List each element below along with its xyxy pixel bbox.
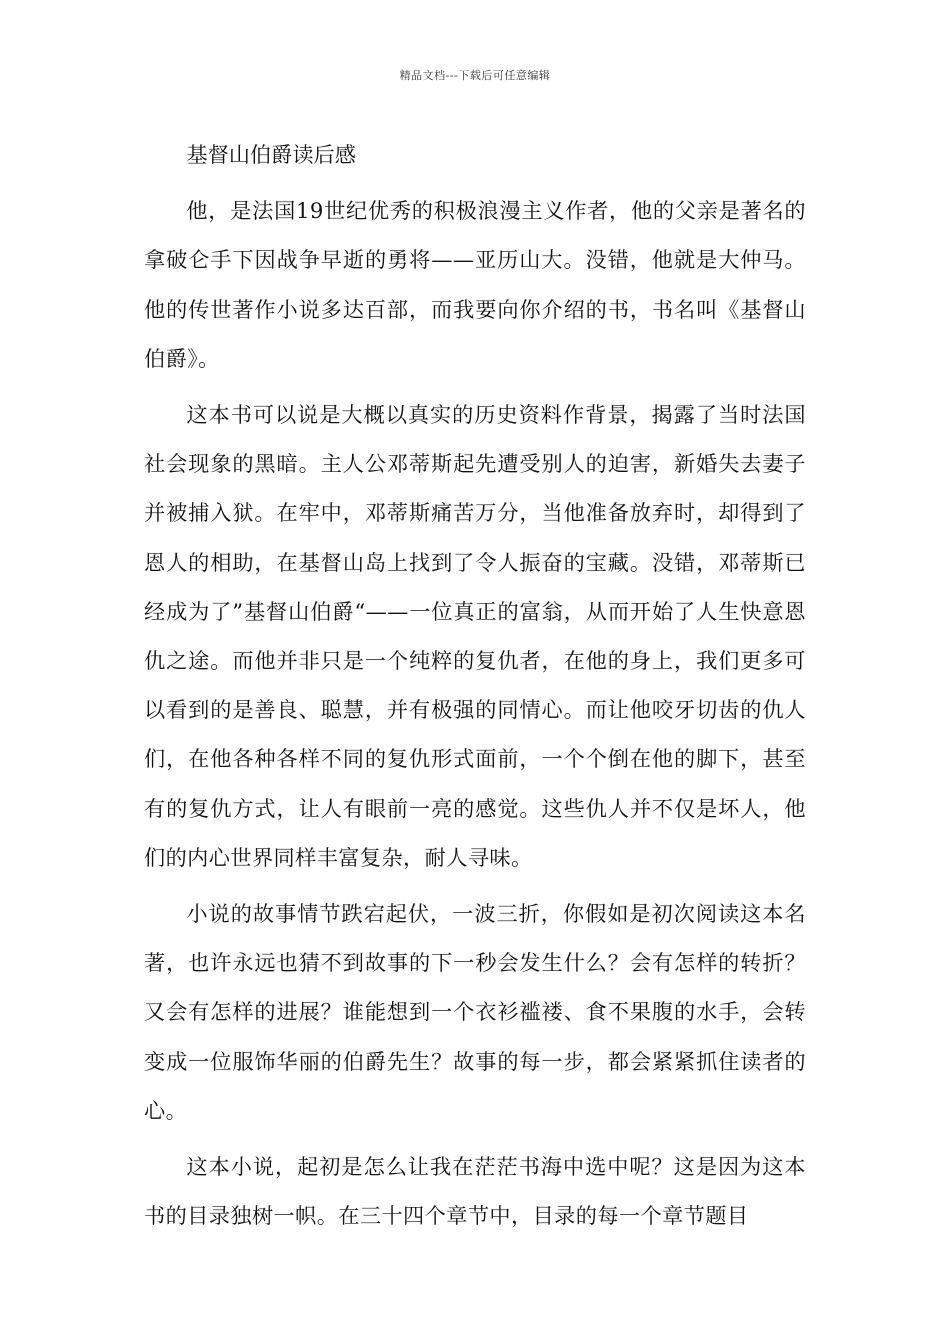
paragraph-2: 这本书可以说是大概以真实的历史资料作背景，揭露了当时法国社会现象的黑暗。主人公邓蒂斯起先遭受别人的迫害，新婚失去妻子并被捕入狱。在牢中，邓蒂斯痛苦万分，当他准备放弃时，却得到了恩人的相助，在基督山岛上找到了令人振奋的宝藏。没错，邓蒂斯已经成为了”基督山伯爵“——一位真正的富翁，从而开始了人生快意恩仇之途。而他并非只是一个纯粹的复仇者，在他的身上，我们更多可以看到的是善良、聪慧，并有极强的同情心。而让他咬牙切齿的仇人们，在他各种各样不同的复仇形式面前，一个个倒在他的脚下，甚至有的复仇方式，让人有眼前一亮的感觉。这些仇人并不仅是坏人，他们的内心世界同样丰富复杂，耐人寻味。 bbox=[144, 402, 806, 870]
page-header: 精品文档---下载后可任意编辑 bbox=[399, 69, 551, 82]
document-title: 基督山伯爵读后感 bbox=[186, 142, 356, 167]
paragraph-4: 这本小说，起初是怎么让我在茫茫书海中选中呢？这是因为这本书的目录独树一帜。在三十四个章节中，目录的每一个章节题目 bbox=[144, 1154, 806, 1229]
document-body bbox=[144, 130, 806, 1240]
paragraph-1: 他，是法国19世纪优秀的积极浪漫主义作者，他的父亲是著名的拿破仑手下因战争早逝的勇将——亚历山大。没错，他就是大仲马。他的传世著作小说多达百部，而我要向你介绍的书，书名叫《基督山伯爵》。 bbox=[144, 198, 806, 371]
paragraph-3: 小说的故事情节跌宕起伏，一波三折，你假如是初次阅读这本名著，也许永远也猜不到故事的下一秒会发生什么？会有怎样的转折？又会有怎样的进展？谁能想到一个衣衫褴褛、食不果腹的水手，会转变成一位服饰华丽的伯爵先生？故事的每一步，都会紧紧抓住读者的心。 bbox=[144, 901, 806, 1123]
